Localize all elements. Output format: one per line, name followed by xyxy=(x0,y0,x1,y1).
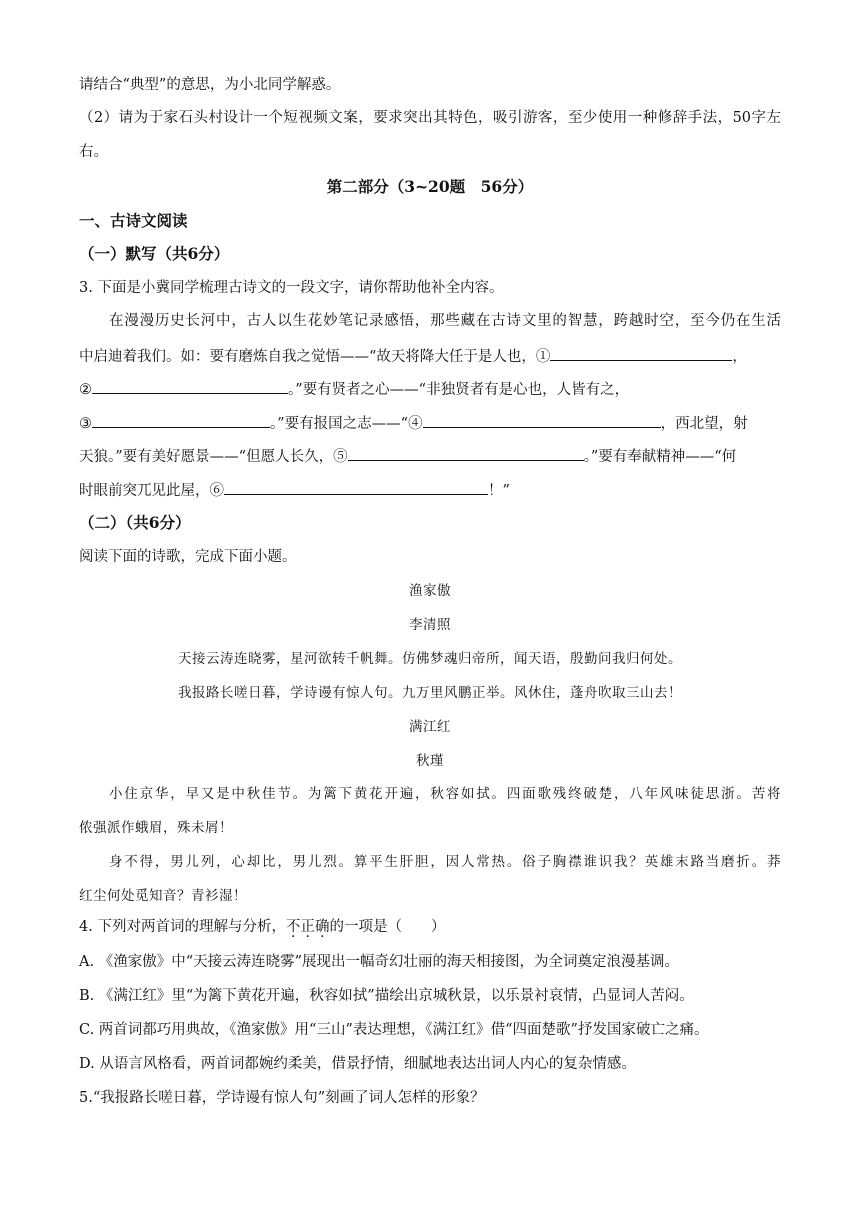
q4-option-b[interactable]: B. 《满江红》里“为篱下黄花开遍，秋容如拭”描绘出京城秋景，以乐景衬哀情，凸显词人苦闷。 xyxy=(79,988,694,1004)
poem2-line1: 小住京华，早又是中秋佳节。为篱下黄花开遍，秋容如拭。四面歌残终破楚，八年风味徒思浙。苦将 xyxy=(109,786,781,802)
poem1-line2: 我报路长嗟日暮，学诗谩有惊人句。九万里风鹏正举。风休住，蓬舟吹取三山去！ xyxy=(178,685,682,701)
q3-text-line2 xyxy=(79,344,781,368)
q2-prompt-line1: 请结合“典型”的意思，为小北同学解惑。 xyxy=(79,77,341,93)
q2-prompt-line3: 右。 xyxy=(79,144,108,160)
blank-2-label: ② xyxy=(79,382,92,398)
q3-text-line3 xyxy=(79,377,781,401)
q3-line6-text: 时眼前突兀见此屋，⑥ xyxy=(79,483,224,499)
q4-emphasis xyxy=(286,919,330,935)
poem1-line1: 天接云涛连晓雾，星河欲转千帆舞。仿佛梦魂归帝所，闻天语，殷勤问我归何处。 xyxy=(178,651,682,667)
q4-emph-char-2: 正 xyxy=(300,919,315,935)
q3-line5-end: 。”要有奉献精神——“何 xyxy=(583,449,737,465)
q3-line2-text: 中启迪着我们。如：要有磨炼自我之觉悟——“故天将降大任于是人也，① xyxy=(79,349,551,365)
q3-stem: 3. 下面是小冀同学梳理古诗文的一段文字，请你帮助他补全内容。 xyxy=(79,280,504,296)
poem2-line4: 红尘何处觅知音？青衫湿！ xyxy=(79,888,247,904)
q3-line4-text: 。”要有报国之志——“④ xyxy=(270,416,423,432)
q4-option-a[interactable]: A. 《渔家傲》中“天接云涛连晓雾”展现出一幅奇幻壮丽的海天相接图，为全词奠定浪漫基调。 xyxy=(79,954,680,970)
q4-emph-char-3: 确 xyxy=(314,919,330,935)
q3-line4-end: ，西北望，射 xyxy=(660,416,748,432)
sub1-title: （一）默写（共6分） xyxy=(79,244,230,263)
blank-3-label: ③ xyxy=(79,416,92,432)
part-title: 第二部分（3~20题 56分） xyxy=(326,177,534,196)
q2-prompt-line2: （2）请为于家石头村设计一个短视频文案，要求突出其特色，吸引游客，至少使用一种修辞手法，50字左 xyxy=(79,110,781,126)
blank-3[interactable] xyxy=(92,411,270,428)
blank-4[interactable] xyxy=(423,411,661,428)
blank-2[interactable] xyxy=(92,377,288,394)
blank-5[interactable] xyxy=(348,444,584,461)
poem2-title: 满江红 xyxy=(409,719,451,735)
poem2-author: 秋瑾 xyxy=(416,753,444,769)
sub2-title: （二）（共6分） xyxy=(79,513,191,532)
q3-text-line5 xyxy=(79,444,781,468)
section1-title: 一、古诗文阅读 xyxy=(79,211,188,230)
q3-text-line4 xyxy=(79,411,781,435)
q3-text-line6 xyxy=(79,478,781,502)
q4-option-d[interactable]: D. 从语言风格看，两首词都婉约柔美，借景抒情，细腻地表达出词人内心的复杂情感。 xyxy=(79,1056,636,1072)
q3-line5-text: 天狼。”要有美好愿景——“但愿人长久，⑤ xyxy=(79,449,348,465)
q4-stem xyxy=(79,916,781,938)
q4-stem-a: 4. 下列对两首词的理解与分析， xyxy=(79,919,286,935)
q3-line6-end: ！” xyxy=(488,483,510,499)
read-prompt: 阅读下面的诗歌，完成下面小题。 xyxy=(79,549,297,565)
poem2-line2: 侬强派作蛾眉，殊未屑！ xyxy=(79,820,233,836)
q4-stem-b: 的一项是（ ） xyxy=(329,919,446,935)
poem1-title: 渔家傲 xyxy=(409,583,451,599)
q5-stem: 5.“我报路长嗟日暮，学诗谩有惊人句”刻画了词人怎样的形象？ xyxy=(79,1090,485,1106)
poem2-line3: 身不得，男儿列，心却比，男儿烈。算平生肝胆，因人常热。俗子胸襟谁识我？英雄末路当磨折。莽 xyxy=(109,854,781,870)
q3-text-line1: 在漫漫历史长河中，古人以生花妙笔记录感悟，那些藏在古诗文里的智慧，跨越时空，至今仍在生活 xyxy=(109,313,781,329)
q4-emph-char-1: 不 xyxy=(285,919,301,935)
poem1-author: 李清照 xyxy=(409,617,451,633)
q3-line3-text: 。”要有贤者之心——“非独贤者有是心也，人皆有之， xyxy=(288,382,630,398)
q3-line2-end: ， xyxy=(732,349,747,365)
blank-1[interactable] xyxy=(550,344,732,361)
blank-6[interactable] xyxy=(224,478,488,495)
q4-option-c[interactable]: C. 两首词都巧用典故，《渔家傲》用“三山”表达理想，《满江红》借“四面楚歌”抒发国家破亡之痛。 xyxy=(79,1022,709,1038)
